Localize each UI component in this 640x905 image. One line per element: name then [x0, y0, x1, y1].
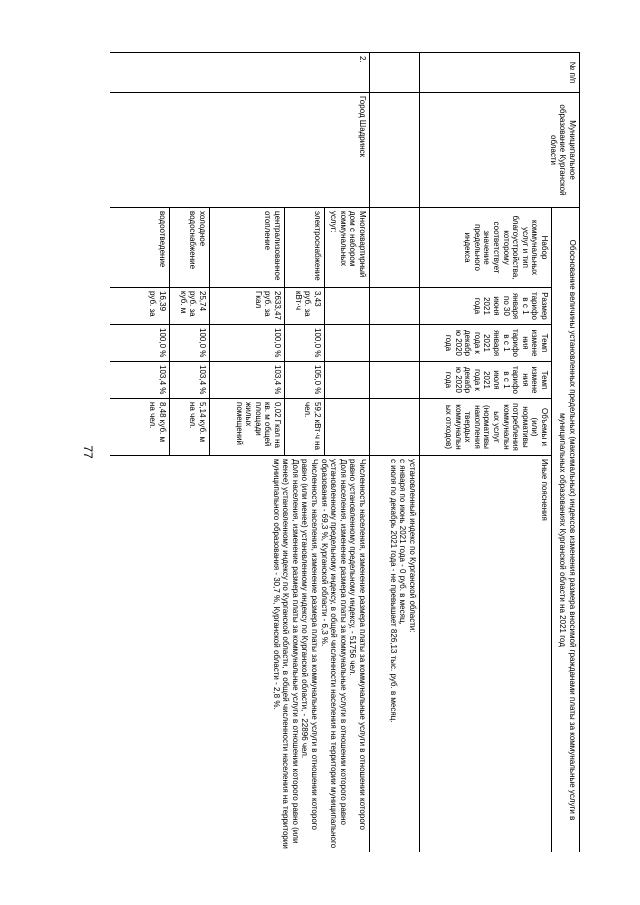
service-rate-jan: 100,0 % [170, 325, 210, 362]
header-mo: Муниципальное образование Курганской области [420, 93, 580, 208]
service-rate-jan: 100,0 % [110, 325, 170, 362]
service-rate-jan: 100,0 % [285, 325, 325, 362]
service-size: 25,74 руб. за куб. м [170, 288, 210, 325]
service-volume: 59,2 кВт·ч на чел. [285, 399, 325, 456]
service-rate-jul: 103,4 % [110, 362, 170, 399]
rotated-page [110, 52, 580, 852]
header-rate-jan: Темп изменения тарифов с 1 января 2021 года к декабрю 2020 года [420, 325, 552, 362]
row-2-mo: Город Шадринск [110, 93, 370, 208]
service-volume: 5,14 куб. м на чел. [170, 399, 210, 456]
service-name: водоотведение [110, 208, 170, 288]
page-number: 77 [81, 445, 95, 459]
row-2-num: 2. [110, 53, 370, 93]
prev-row [370, 53, 420, 853]
service-size: 3,43 руб. за кВт·ч [285, 288, 325, 325]
service-rate-jul: 103,4 % [210, 362, 285, 399]
prev-row-mo [370, 93, 420, 208]
prev-row-rate-jan [370, 325, 420, 362]
prev-row-volume [370, 399, 420, 456]
header-rate-jul: Темп изменения тарифов с 1 июля 2021 года к декабрю 2020 года [420, 362, 552, 399]
header-num: № п/п [420, 53, 580, 93]
prev-row-set [370, 208, 420, 288]
prev-row-num [370, 53, 420, 93]
header-set: Набор коммунальных услуг и тип благоустройства, которому соответствует значение предельного индекса [420, 208, 552, 288]
row-2-notes: Численность населения, изменение размера платы за коммунальные услуги в отношении которого равно установленному предельному индексу, - 51756 чел. Доля населения, изменение размера платы за коммунальные услуги в отношении которого равно установленному предельному индексу, в общей численности населения на территории муниципального образования - 69,3 %, Курганской области - 6,3 %. Численность населения, изменение размера платы за коммунальные услуги в отношении которого равно (или менее) установленному индексу по Курганской области, - 22896 чел. Доля населения, изменение размера платы за коммунальные услуги в отношении которого равно (или менее) установленному индексу по Курганской области, в общей численности населения на территории муниципального образования - 30,7 %, Курганской области - 2,8 %. [110, 456, 370, 853]
service-size: 2633,47 руб. за Гкал [210, 288, 285, 325]
header-row-1 [552, 53, 580, 853]
prev-row-size [370, 288, 420, 325]
row-2-intro-rate-jul [325, 362, 370, 399]
prev-row-rate-jul [370, 362, 420, 399]
service-name: электроснабжение [285, 208, 325, 288]
row-2-set-intro: Многоквартирный дом с набором коммунальных услуг: [325, 208, 370, 288]
service-volume: 8,48 куб. м на чел. [110, 399, 170, 456]
row-2-intro-size [325, 288, 370, 325]
service-rate-jul: 103,4 % [170, 362, 210, 399]
tariff-table [110, 52, 580, 852]
table-container [110, 52, 580, 852]
prev-row-note: установленный индекс по Курганской области: с января по июнь 2021 года - 0 руб. в месяц, с июля по декабрь 2021 года - не превышает 826,13 тыс. руб. в месяц. [370, 456, 420, 853]
header-size: Размер тарифов с 1 января по 30 июня 2021 года [420, 288, 552, 325]
row-2-intro-rate-jan [325, 325, 370, 362]
header-volume: Объемы и (или) нормативы потребления коммунальных услуг (нормативы накопления твердых коммунальных отходов) [420, 399, 552, 456]
service-rate-jul: 105,0 % [285, 362, 325, 399]
header-group-title: Обоснование величины установленных предельных (максимальных) индексов изменения размера вносимой гражданами платы за коммунальные услуги в муниципальных образованиях Курганской области на 2021 год [552, 208, 580, 853]
service-rate-jan: 100,0 % [210, 325, 285, 362]
service-size: 16,39 руб. за [110, 288, 170, 325]
service-volume: 0,02 Гкал на кв. м общей площади жилых помещений [210, 399, 285, 456]
row-2-intro-volume [325, 399, 370, 456]
header-notes: Иные пояснения [420, 456, 552, 853]
service-name: централизованное отопление [210, 208, 285, 288]
service-name: холодное водоснабжение [170, 208, 210, 288]
row-2-intro [325, 53, 370, 853]
